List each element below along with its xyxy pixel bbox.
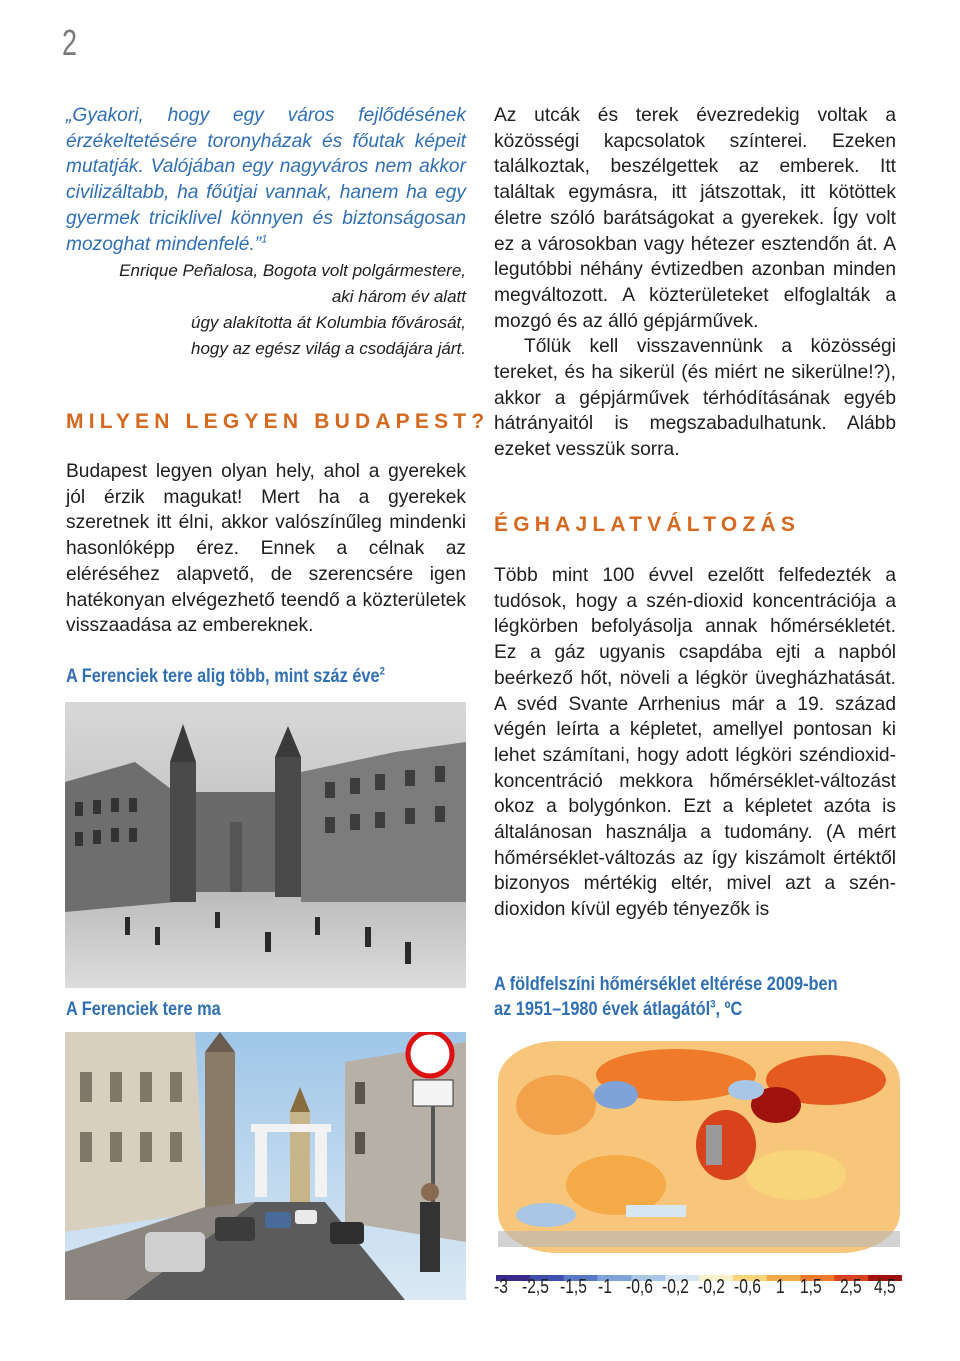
photo-caption-historic [66,666,385,688]
budapest-paragraph: Budapest legyen olyan hely, ahol a gyerekek jól érzik magukat! Mert ha a gyerekek szeretnek itt élni, akkor valószínűleg mindenki hasonlóképp érez. Ennek a célnak az eléréséhez alapvető, de szerencsére igen hatékonyan elvégezhető teendő a közterületek visszaadása az embereknek. [66,461,466,637]
intro-paragraph-2: Tőlük kell visszavennünk a közösségi tereket, és ha sikerül (és miért ne sikerülne!?), akkor a gépjárművek térhódításának egyéb hátrányaitól is megszabadulhatunk. Alább ezeket vesszük sorra. [494,336,896,461]
footnote-marker: 3 [710,998,716,1011]
pull-quote [66,103,466,257]
photo-caption-modern: A Ferenciek tere ma [66,999,221,1020]
temperature-anomaly-map [496,1035,902,1263]
section-heading-climate: ÉGHAJLATVÁLTOZÁS [494,513,801,536]
scale-label: -1,5 [560,1276,587,1298]
scale-label: 4,5 [874,1276,896,1298]
page-number: 2 [62,22,78,63]
anomaly-map-drawing [496,1035,902,1263]
intro-text [494,103,896,463]
map-caption-line-2 [494,999,742,1021]
footnote-marker: 1 [261,233,268,246]
caption-text: az 1951–1980 évek átlagától [494,999,711,1020]
attribution-line: Enrique Peñalosa, Bogota volt polgármestere, [119,261,466,280]
modern-photo [65,1032,466,1300]
scale-label: -0,6 [626,1276,653,1298]
historic-photo [65,702,466,988]
scale-label: -1 [598,1276,612,1298]
caption-text: A Ferenciek tere alig több, mint száz éve [66,666,380,687]
caption-unit: , ºC [715,999,743,1020]
scale-label: 1,5 [800,1276,822,1298]
scale-label: -2,5 [522,1276,549,1298]
attribution-line: aki három év alatt [331,287,466,306]
color-scale-bar [496,1268,902,1274]
historic-photo-drawing [65,702,466,988]
climate-paragraph: Több mint 100 évvel ezelőtt felfedezték a tudósok, hogy a szén-dioxid koncentrációja a légkörben befolyásolja annak hőmérsékletét. Ez a gáz ugyanis csapdába ejti a napból beérkező hőt, növeli a légkör üvegházhatását. A svéd Svante Arrhenius már a 19. század végén leírta a képletet, amellyel pontosan ki lehet számítani, hogy adott légköri széndioxid-koncentráció mekkora hőmérséklet-változást okoz a bolygónkon. Ezt a képletet azóta is általánosan használja a tudomány. (A mért hőmérséklet-változás az így kiszámolt értéktől bizonyos mértékig eltér, mivel azt a szén-dioxidon kívül egyéb tényezők is [494,565,896,921]
quote-attribution [66,258,466,362]
intro-paragraph-1: Az utcák és terek évezredekig voltak a közösségi kapcsolatok színterei. Ezeken találkoztak, beszélgettek az emberek. Itt találtak egymásra, itt játszottak, itt kötöttek életre szóló barátságokat a gyerekek. Így volt ez a városokban vagy hétezer esztendőn át. A legutóbbi néhány évtizedben azonban minden megváltozott. A közterületeket elfoglalták a mozgó és az álló gépjárművek. [494,105,896,332]
scale-label: -3 [494,1276,508,1298]
modern-photo-drawing [65,1032,466,1300]
attribution-line: hogy az egész világ a csodájára járt. [191,339,466,358]
scale-label: 2,5 [840,1276,862,1298]
quote-text: „Gyakori, hogy egy város fejlődésének érzékeltetésére toronyházak és főutak képeit mutatják. Valójában egy nagyváros nem akkor civilizáltabb, ha főútjai vannak, hanem ha egy gyermek triciklivel könnyen és biztonságosan mozoghat mindenfelé.” [66,105,466,255]
attribution-line: úgy alakította át Kolumbia fővárosát, [191,313,466,332]
scale-label: 1 [776,1276,785,1298]
scale-label: -0,2 [698,1276,725,1298]
section-heading-budapest: MILYEN LEGYEN BUDAPEST? [66,410,490,433]
scale-label: -0,2 [662,1276,689,1298]
map-caption-line-1: A földfelszíni hőmérséklet eltérése 2009-ben [494,974,838,995]
scale-label: -0,6 [734,1276,761,1298]
footnote-marker: 2 [379,665,385,678]
